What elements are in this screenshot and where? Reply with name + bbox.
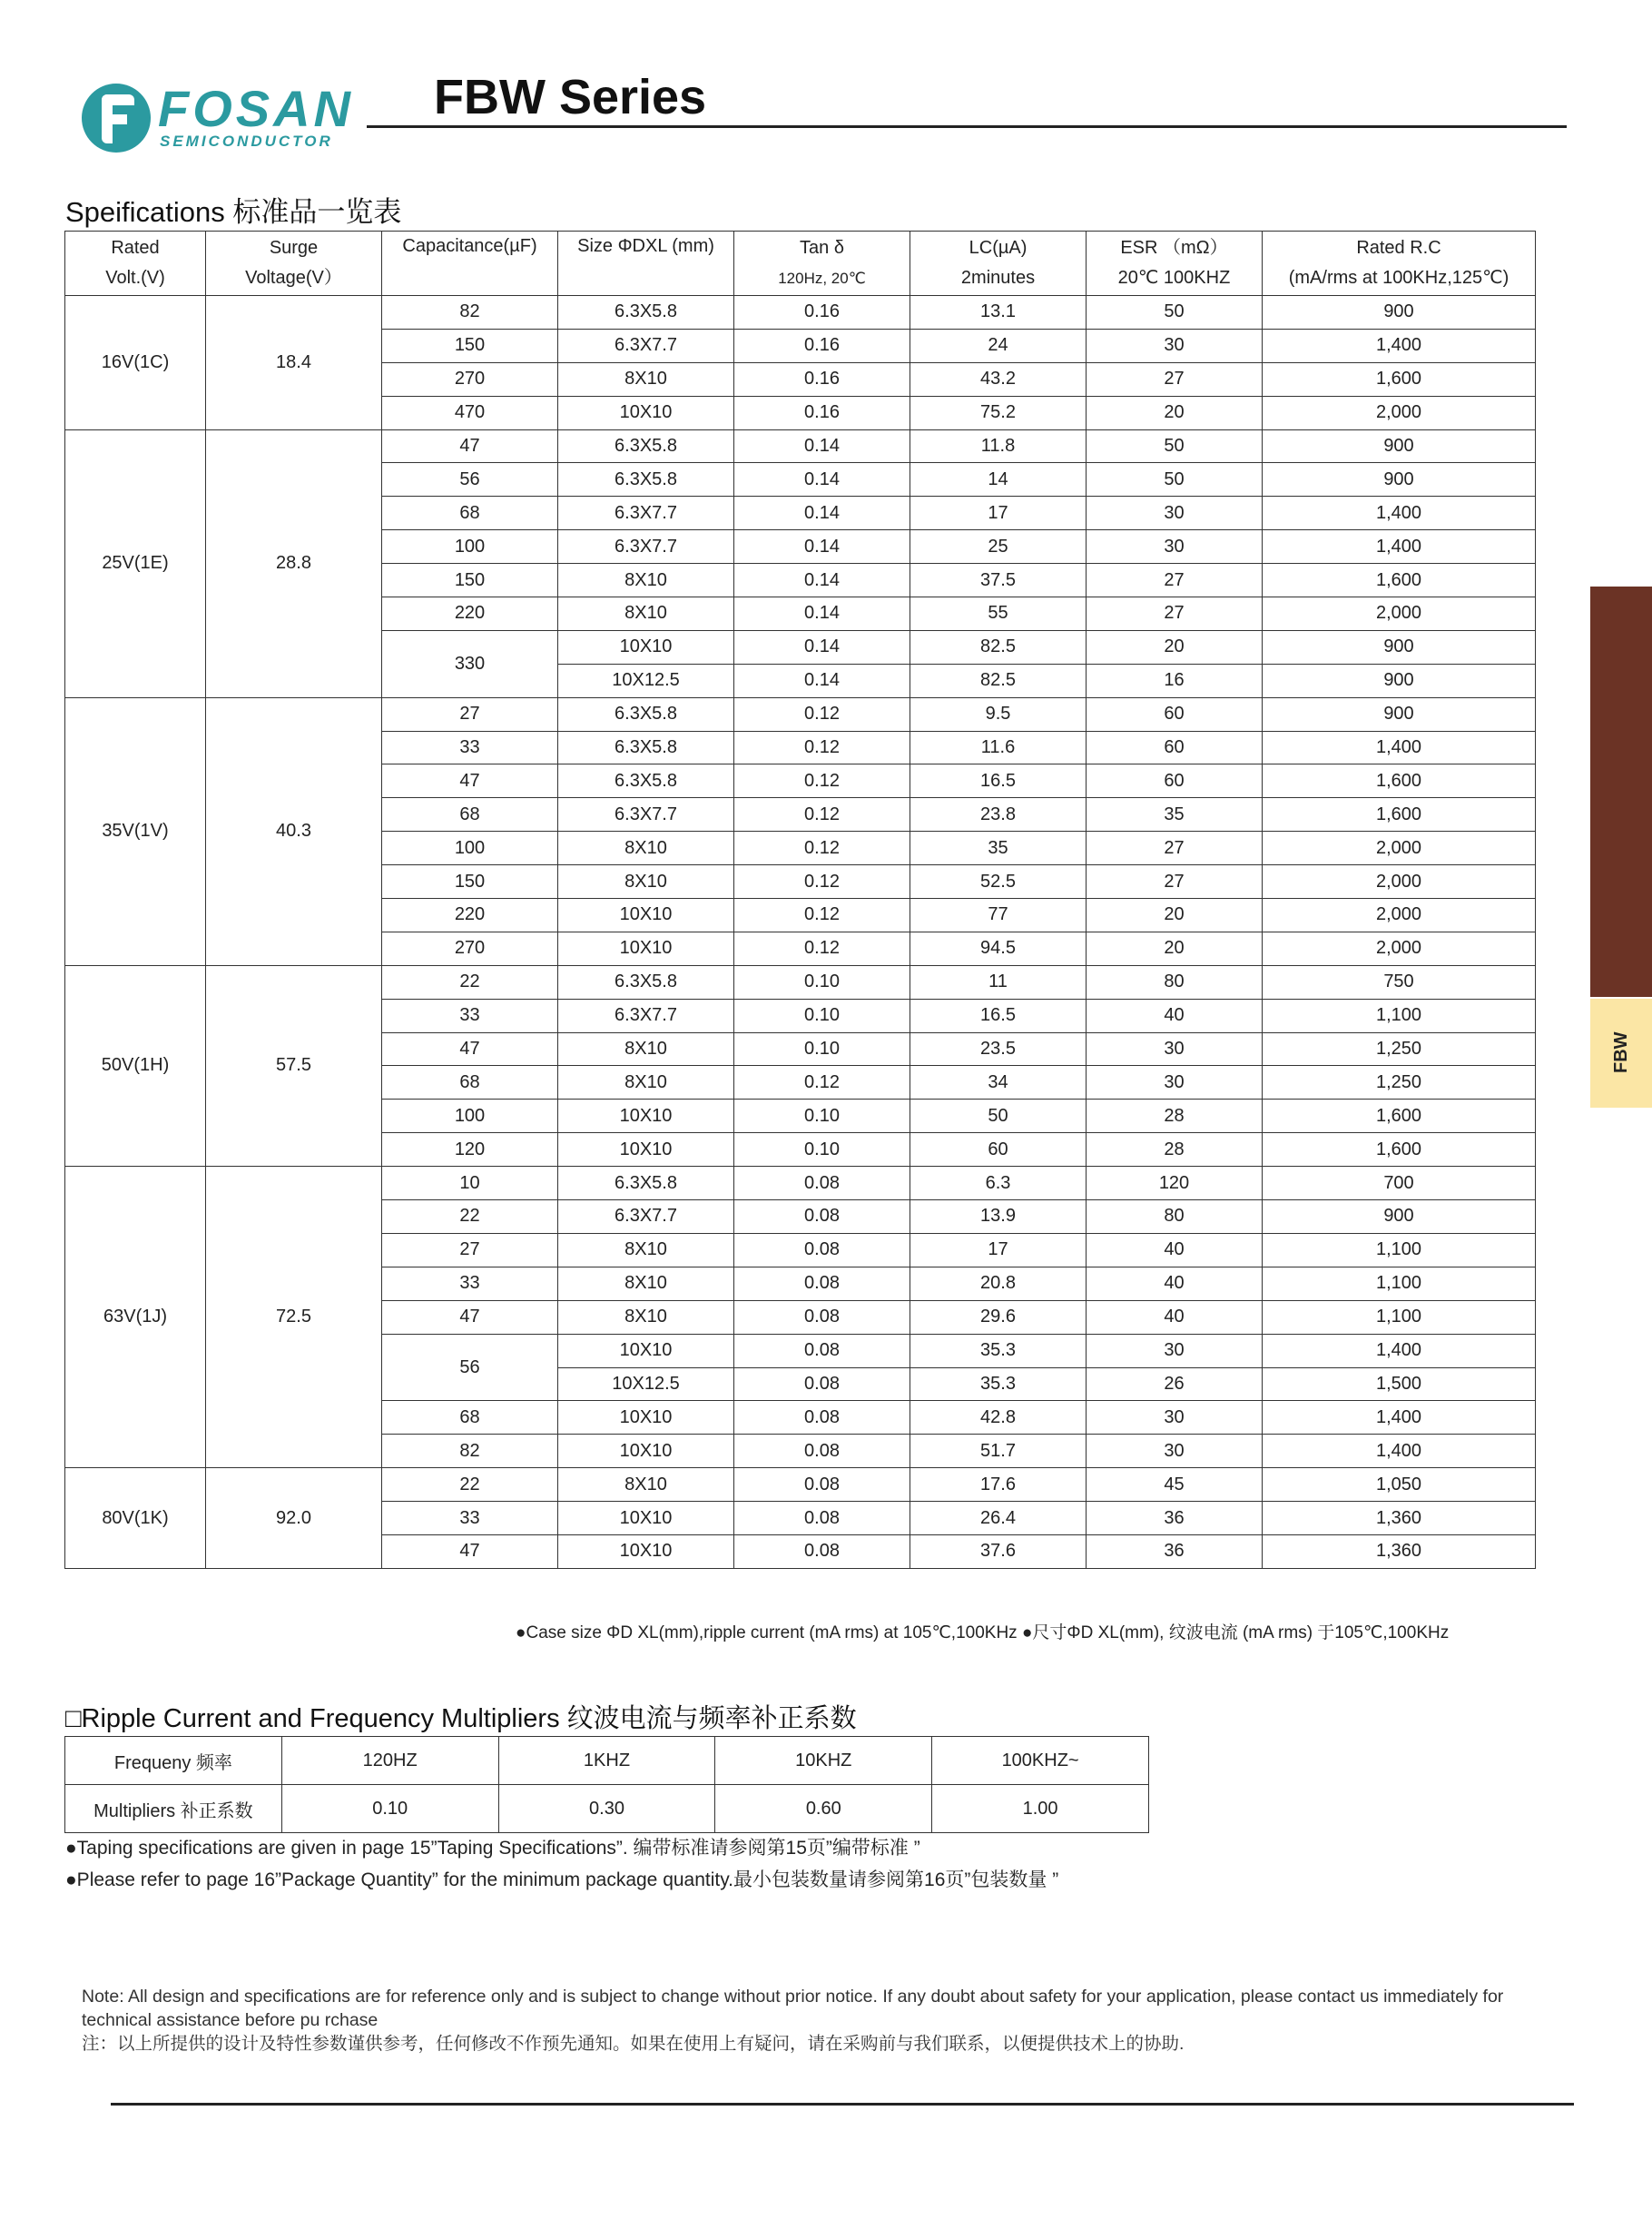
ripple-current-cell: 1,100 [1263,1233,1536,1267]
tan-delta-cell: 0.16 [734,396,910,429]
lc-cell: 23.8 [910,798,1087,832]
tan-delta-cell: 0.08 [734,1435,910,1468]
tan-delta-cell: 0.08 [734,1300,910,1334]
capacitance-cell: 100 [382,1100,558,1133]
tan-delta-cell: 0.08 [734,1401,910,1435]
size-cell: 6.3X7.7 [558,1200,734,1234]
lc-cell: 29.6 [910,1300,1087,1334]
capacitance-cell: 270 [382,932,558,965]
capacitance-cell: 56 [382,1334,558,1401]
capacitance-cell: 33 [382,1502,558,1535]
capacitance-cell: 150 [382,329,558,362]
spec-row [65,1167,1536,1200]
tan-delta-cell: 0.14 [734,564,910,597]
lc-cell: 14 [910,463,1087,497]
esr-cell: 35 [1087,798,1263,832]
logo-subtitle: SEMICONDUCTOR [160,133,333,150]
surge-voltage-cell: 40.3 [206,697,382,965]
rated-volt-cell: 16V(1C) [65,296,206,430]
esr-cell: 20 [1087,932,1263,965]
ripple-current-cell: 2,000 [1263,396,1536,429]
esr-cell: 27 [1087,597,1263,631]
lc-cell: 55 [910,597,1087,631]
size-cell: 8X10 [558,1066,734,1100]
tan-delta-cell: 0.08 [734,1334,910,1367]
lc-cell: 17 [910,497,1087,530]
esr-cell: 80 [1087,965,1263,999]
size-cell: 10X10 [558,1133,734,1167]
size-cell: 6.3X7.7 [558,999,734,1032]
esr-cell: 60 [1087,764,1263,798]
taping-note: ●Taping specifications are given in page 15”Taping Specifications”. 编带标准请参阅第15页”编带标准 ” [65,1838,920,1859]
ripple-current-cell: 1,100 [1263,1300,1536,1334]
lc-cell: 11.8 [910,429,1087,463]
footer-rule [111,2103,1574,2106]
ripple-current-cell: 1,600 [1263,764,1536,798]
surge-voltage-cell: 92.0 [206,1468,382,1569]
esr-cell: 40 [1087,999,1263,1032]
ripple-current-cell: 1,400 [1263,731,1536,764]
lc-cell: 23.5 [910,1032,1087,1066]
mult-cell: 0.30 [498,1785,715,1833]
ripple-mult-row [65,1785,1149,1833]
tan-delta-cell: 0.14 [734,630,910,664]
size-cell: 10X10 [558,932,734,965]
size-cell: 10X10 [558,1534,734,1568]
tan-delta-cell: 0.12 [734,932,910,965]
surge-voltage-cell: 18.4 [206,296,382,430]
size-cell: 6.3X5.8 [558,429,734,463]
ripple-current-cell: 1,600 [1263,1100,1536,1133]
capacitance-cell: 22 [382,1468,558,1502]
mult-cell: 0.10 [281,1785,498,1833]
spec-title: Speifications 标准品一览表 [65,196,402,228]
tan-delta-cell: 0.10 [734,1032,910,1066]
ripple-current-cell: 1,100 [1263,1267,1536,1300]
capacitance-cell: 150 [382,865,558,899]
ripple-current-cell: 2,000 [1263,597,1536,631]
package-note: ●Please refer to page 16”Package Quantity” for the minimum package quantity.最小包装数量请参阅第16页”包装数量 ” [65,1869,1059,1890]
spec-row [65,296,1536,330]
capacitance-cell: 47 [382,1032,558,1066]
esr-cell: 20 [1087,630,1263,664]
size-cell: 10X12.5 [558,664,734,697]
col-size: Size ΦDXL (mm) [558,232,734,296]
esr-cell: 36 [1087,1502,1263,1535]
size-cell: 6.3X7.7 [558,798,734,832]
freq-cell: 1KHZ [498,1737,715,1785]
capacitance-cell: 68 [382,1066,558,1100]
lc-cell: 16.5 [910,764,1087,798]
ripple-current-cell: 750 [1263,965,1536,999]
ripple-current-cell: 1,360 [1263,1534,1536,1568]
ripple-current-cell: 900 [1263,697,1536,731]
capacitance-cell: 33 [382,999,558,1032]
size-cell: 8X10 [558,865,734,899]
tan-delta-cell: 0.12 [734,731,910,764]
size-cell: 6.3X5.8 [558,731,734,764]
lc-cell: 37.5 [910,564,1087,597]
size-cell: 10X12.5 [558,1367,734,1401]
esr-cell: 16 [1087,664,1263,697]
capacitance-cell: 68 [382,1401,558,1435]
capacitance-cell: 27 [382,697,558,731]
fosan-logo [82,80,372,158]
col-tan-delta: Tan δ 120Hz, 20℃ [734,232,910,296]
esr-cell: 30 [1087,1066,1263,1100]
tan-delta-cell: 0.12 [734,832,910,865]
capacitance-cell: 56 [382,463,558,497]
lc-cell: 9.5 [910,697,1087,731]
size-cell: 8X10 [558,1468,734,1502]
tan-delta-cell: 0.08 [734,1502,910,1535]
ripple-current-cell: 1,400 [1263,1401,1536,1435]
size-cell: 8X10 [558,597,734,631]
surge-voltage-cell: 28.8 [206,429,382,697]
rated-volt-cell: 80V(1K) [65,1468,206,1569]
ripple-current-cell: 1,600 [1263,798,1536,832]
size-cell: 10X10 [558,1401,734,1435]
capacitance-cell: 220 [382,597,558,631]
spec-row [65,1468,1536,1502]
ripple-current-cell: 2,000 [1263,932,1536,965]
size-cell: 8X10 [558,832,734,865]
case-size-note: ●Case size ΦD XL(mm),ripple current (mA rms) at 105℃,100KHz ●尺寸ΦD XL(mm), 纹波电流 (mA rms) 于105℃,100KHz [516,1623,1450,1642]
esr-cell: 28 [1087,1100,1263,1133]
lc-cell: 25 [910,530,1087,564]
freq-cell: 120HZ [281,1737,498,1785]
capacitance-cell: 270 [382,362,558,396]
col-lc: LC(µA) 2minutes [910,232,1087,296]
spec-row [65,429,1536,463]
lc-cell: 35 [910,832,1087,865]
capacitance-cell: 100 [382,832,558,865]
bullet-notes [65,1832,1058,1896]
ripple-current-cell: 1,500 [1263,1367,1536,1401]
ripple-current-cell: 900 [1263,463,1536,497]
esr-cell: 30 [1087,1435,1263,1468]
lc-cell: 26.4 [910,1502,1087,1535]
capacitance-cell: 33 [382,1267,558,1300]
ripple-current-cell: 2,000 [1263,899,1536,932]
tan-delta-cell: 0.08 [734,1468,910,1502]
mult-cell: 0.60 [715,1785,932,1833]
lc-cell: 35.3 [910,1367,1087,1401]
size-cell: 6.3X7.7 [558,329,734,362]
rated-volt-cell: 35V(1V) [65,697,206,965]
tan-delta-cell: 0.12 [734,899,910,932]
lc-cell: 24 [910,329,1087,362]
tan-delta-cell: 0.08 [734,1367,910,1401]
lc-cell: 13.9 [910,1200,1087,1234]
esr-cell: 60 [1087,697,1263,731]
esr-cell: 40 [1087,1300,1263,1334]
side-tab-label: FBW [1611,1031,1631,1073]
ripple-current-cell: 1,360 [1263,1502,1536,1535]
capacitance-cell: 100 [382,530,558,564]
tan-delta-cell: 0.10 [734,1100,910,1133]
freq-label: Frequeny 频率 [65,1737,282,1785]
tan-delta-cell: 0.12 [734,798,910,832]
ripple-current-cell: 1,400 [1263,1334,1536,1367]
tan-delta-cell: 0.08 [734,1200,910,1234]
ripple-current-cell: 1,400 [1263,1435,1536,1468]
esr-cell: 26 [1087,1367,1263,1401]
size-cell: 8X10 [558,564,734,597]
size-cell: 10X10 [558,1435,734,1468]
size-cell: 6.3X5.8 [558,764,734,798]
lc-cell: 82.5 [910,630,1087,664]
col-rated-rc: Rated R.C (mA/rms at 100KHz,125℃) [1263,232,1536,296]
col-rated-volt: Rated Volt.(V) [65,232,206,296]
tan-delta-cell: 0.08 [734,1233,910,1267]
size-cell: 8X10 [558,1300,734,1334]
rated-volt-cell: 50V(1H) [65,965,206,1166]
esr-cell: 30 [1087,329,1263,362]
size-cell: 6.3X5.8 [558,965,734,999]
capacitance-cell: 150 [382,564,558,597]
spec-table [64,231,1536,1569]
tan-delta-cell: 0.08 [734,1267,910,1300]
tan-delta-cell: 0.14 [734,429,910,463]
lc-cell: 17.6 [910,1468,1087,1502]
lc-cell: 35.3 [910,1334,1087,1367]
capacitance-cell: 33 [382,731,558,764]
ripple-current-cell: 1,250 [1263,1066,1536,1100]
size-cell: 8X10 [558,1267,734,1300]
lc-cell: 11 [910,965,1087,999]
tan-delta-cell: 0.14 [734,664,910,697]
ripple-current-cell: 2,000 [1263,832,1536,865]
size-cell: 6.3X7.7 [558,497,734,530]
col-capacitance: Capacitance(µF) [382,232,558,296]
lc-cell: 60 [910,1133,1087,1167]
esr-cell: 30 [1087,497,1263,530]
lc-cell: 43.2 [910,362,1087,396]
tan-delta-cell: 0.10 [734,999,910,1032]
size-cell: 10X10 [558,630,734,664]
lc-cell: 16.5 [910,999,1087,1032]
disclaimer [82,1985,1534,2056]
tan-delta-cell: 0.12 [734,1066,910,1100]
esr-cell: 28 [1087,1133,1263,1167]
spec-header-row [65,232,1536,296]
capacitance-cell: 47 [382,764,558,798]
lc-cell: 34 [910,1066,1087,1100]
tan-delta-cell: 0.16 [734,296,910,330]
size-cell: 10X10 [558,1100,734,1133]
series-title: FBW Series [434,70,707,124]
tan-delta-cell: 0.08 [734,1167,910,1200]
side-tab-bar [1590,587,1652,997]
logo-f-icon [82,84,151,153]
tan-delta-cell: 0.16 [734,362,910,396]
tan-delta-cell: 0.16 [734,329,910,362]
spec-row [65,697,1536,731]
size-cell: 10X10 [558,396,734,429]
ripple-current-cell: 1,100 [1263,999,1536,1032]
capacitance-cell: 82 [382,296,558,330]
tan-delta-cell: 0.14 [734,530,910,564]
size-cell: 8X10 [558,1233,734,1267]
capacitance-cell: 27 [382,1233,558,1267]
esr-cell: 30 [1087,1032,1263,1066]
logo-name: FOSAN [158,80,354,137]
esr-cell: 20 [1087,899,1263,932]
lc-cell: 11.6 [910,731,1087,764]
ripple-current-cell: 700 [1263,1167,1536,1200]
size-cell: 10X10 [558,899,734,932]
esr-cell: 45 [1087,1468,1263,1502]
rated-volt-cell: 63V(1J) [65,1167,206,1468]
esr-cell: 30 [1087,1401,1263,1435]
lc-cell: 51.7 [910,1435,1087,1468]
size-cell: 10X10 [558,1502,734,1535]
freq-cell: 10KHZ [715,1737,932,1785]
size-cell: 6.3X7.7 [558,530,734,564]
ripple-current-cell: 2,000 [1263,865,1536,899]
lc-cell: 17 [910,1233,1087,1267]
lc-cell: 42.8 [910,1401,1087,1435]
capacitance-cell: 82 [382,1435,558,1468]
ripple-current-cell: 1,250 [1263,1032,1536,1066]
esr-cell: 50 [1087,296,1263,330]
esr-cell: 36 [1087,1534,1263,1568]
lc-cell: 77 [910,899,1087,932]
capacitance-cell: 10 [382,1167,558,1200]
ripple-current-cell: 1,600 [1263,362,1536,396]
ripple-current-cell: 900 [1263,664,1536,697]
tan-delta-cell: 0.10 [734,1133,910,1167]
capacitance-cell: 22 [382,1200,558,1234]
col-esr: ESR （mΩ） 20℃ 100KHZ [1087,232,1263,296]
ripple-current-cell: 1,600 [1263,1133,1536,1167]
esr-cell: 120 [1087,1167,1263,1200]
mult-label: Multipliers 补正系数 [65,1785,282,1833]
esr-cell: 80 [1087,1200,1263,1234]
lc-cell: 75.2 [910,396,1087,429]
size-cell: 10X10 [558,1334,734,1367]
lc-cell: 6.3 [910,1167,1087,1200]
tan-delta-cell: 0.14 [734,463,910,497]
capacitance-cell: 220 [382,899,558,932]
capacitance-cell: 68 [382,497,558,530]
tan-delta-cell: 0.14 [734,597,910,631]
ripple-title: □Ripple Current and Frequency Multipliers 纹波电流与频率补正系数 [65,1704,857,1733]
capacitance-cell: 120 [382,1133,558,1167]
tan-delta-cell: 0.12 [734,697,910,731]
capacitance-cell: 47 [382,1300,558,1334]
lc-cell: 94.5 [910,932,1087,965]
lc-cell: 50 [910,1100,1087,1133]
disclaimer-cn: 注：以上所提供的设计及特性参数谨供参考，任何修改不作预先通知。如果在使用上有疑问，请在采购前与我们联系，以便提供技术上的协助. [82,2034,1185,2054]
tan-delta-cell: 0.08 [734,1534,910,1568]
size-cell: 6.3X5.8 [558,1167,734,1200]
col-surge-voltage: Surge Voltage(V） [206,232,382,296]
esr-cell: 50 [1087,463,1263,497]
size-cell: 6.3X5.8 [558,296,734,330]
mult-cell: 1.00 [932,1785,1149,1833]
lc-cell: 20.8 [910,1267,1087,1300]
lc-cell: 13.1 [910,296,1087,330]
capacitance-cell: 22 [382,965,558,999]
lc-cell: 52.5 [910,865,1087,899]
esr-cell: 27 [1087,362,1263,396]
capacitance-cell: 330 [382,630,558,697]
lc-cell: 37.6 [910,1534,1087,1568]
capacitance-cell: 47 [382,1534,558,1568]
ripple-current-cell: 900 [1263,1200,1536,1234]
esr-cell: 27 [1087,564,1263,597]
esr-cell: 30 [1087,1334,1263,1367]
ripple-current-cell: 900 [1263,630,1536,664]
esr-cell: 60 [1087,731,1263,764]
ripple-current-cell: 900 [1263,429,1536,463]
capacitance-cell: 47 [382,429,558,463]
tan-delta-cell: 0.12 [734,764,910,798]
ripple-current-cell: 1,400 [1263,530,1536,564]
spec-row [65,965,1536,999]
ripple-current-cell: 1,050 [1263,1468,1536,1502]
esr-cell: 27 [1087,865,1263,899]
disclaimer-en: Note: All design and specifications are for reference only and is subject to change without prior notice. If any doubt about safety for your application, please contact us immediately for technical assistance before pu rchase [82,1987,1504,2030]
ripple-current-cell: 900 [1263,296,1536,330]
tan-delta-cell: 0.14 [734,497,910,530]
ripple-current-cell: 1,600 [1263,564,1536,597]
header-rule [367,125,1567,128]
ripple-freq-row [65,1737,1149,1785]
esr-cell: 30 [1087,530,1263,564]
capacitance-cell: 68 [382,798,558,832]
surge-voltage-cell: 72.5 [206,1167,382,1468]
tan-delta-cell: 0.10 [734,965,910,999]
ripple-table [64,1736,1149,1833]
esr-cell: 40 [1087,1267,1263,1300]
esr-cell: 20 [1087,396,1263,429]
surge-voltage-cell: 57.5 [206,965,382,1166]
size-cell: 6.3X5.8 [558,697,734,731]
size-cell: 6.3X5.8 [558,463,734,497]
size-cell: 8X10 [558,1032,734,1066]
capacitance-cell: 470 [382,396,558,429]
rated-volt-cell: 25V(1E) [65,429,206,697]
ripple-current-cell: 1,400 [1263,497,1536,530]
esr-cell: 27 [1087,832,1263,865]
ripple-current-cell: 1,400 [1263,329,1536,362]
freq-cell: 100KHZ~ [932,1737,1149,1785]
esr-cell: 40 [1087,1233,1263,1267]
size-cell: 8X10 [558,362,734,396]
tan-delta-cell: 0.12 [734,865,910,899]
esr-cell: 50 [1087,429,1263,463]
lc-cell: 82.5 [910,664,1087,697]
